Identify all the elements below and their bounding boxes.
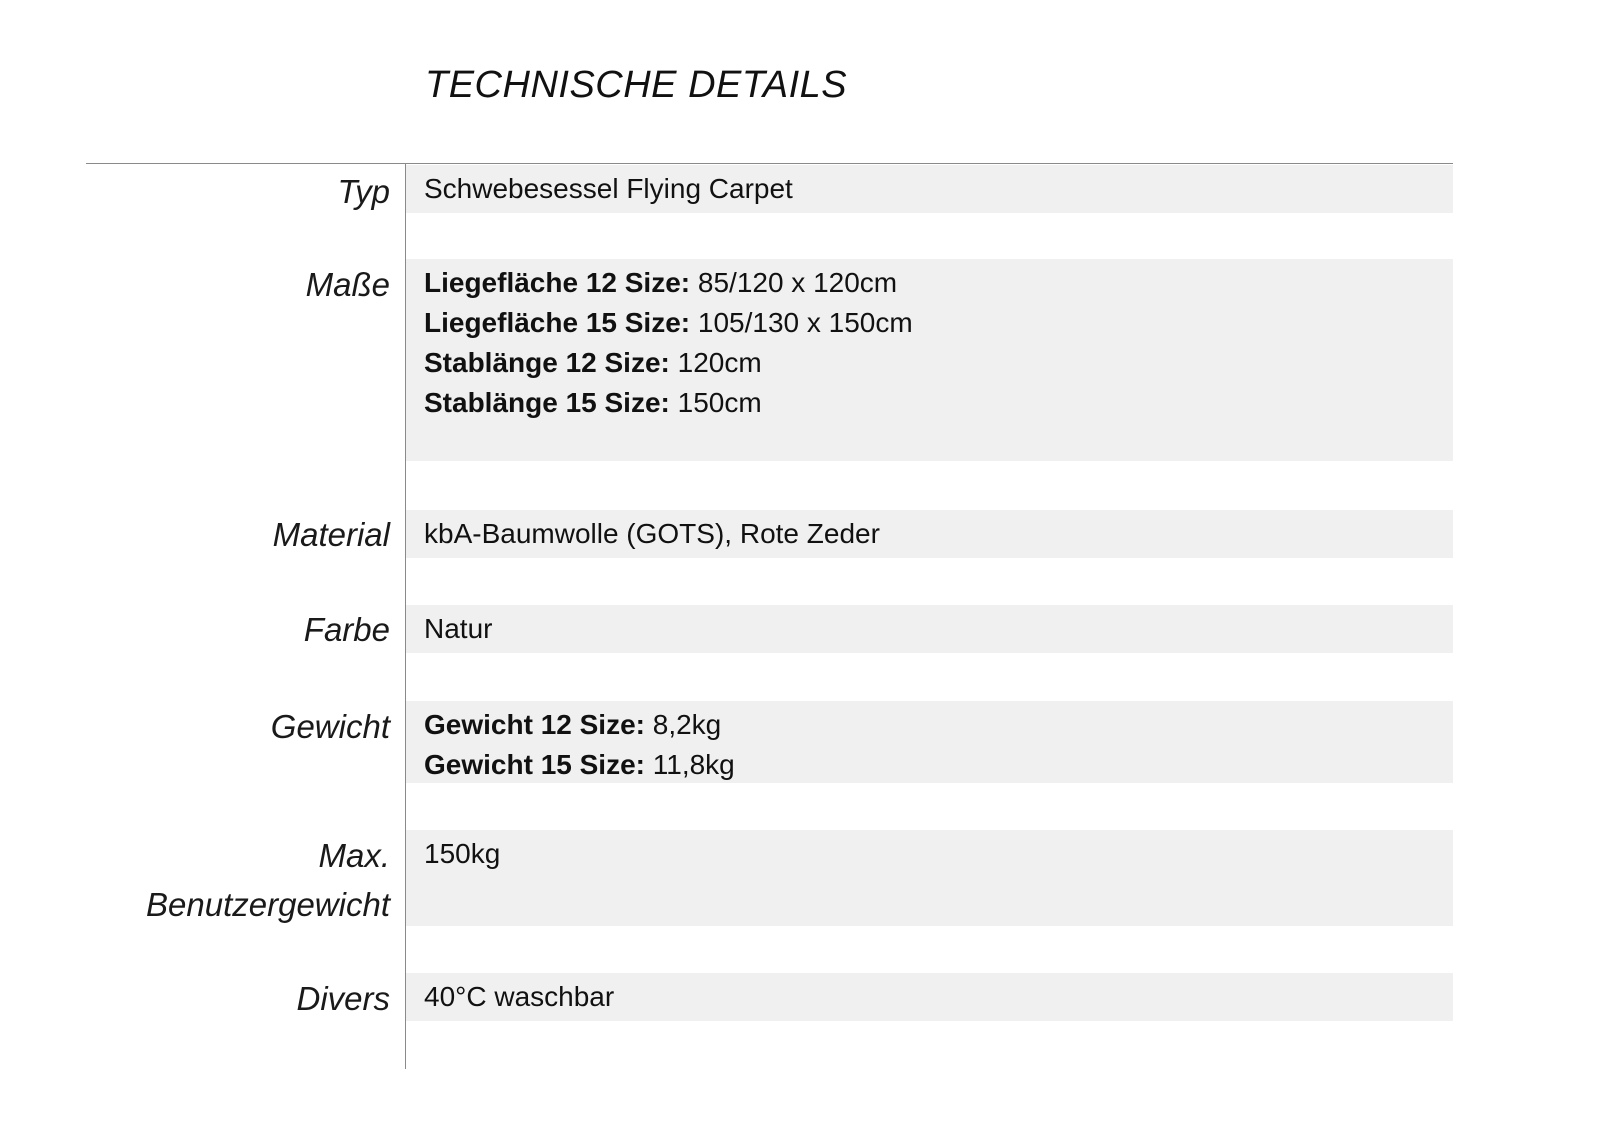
value-line xyxy=(424,834,1453,874)
value-line xyxy=(424,343,1453,383)
value-line xyxy=(424,303,1453,343)
value-line xyxy=(424,745,1453,785)
row-value-typ xyxy=(406,165,1453,213)
row-label-gewicht: Gewicht xyxy=(270,708,390,745)
value-key: Gewicht 12 Size: xyxy=(424,709,645,740)
top-rule xyxy=(86,163,1453,164)
row-label-farbe: Farbe xyxy=(303,611,390,648)
value-text: 120cm xyxy=(669,347,762,378)
value-key: Gewicht 15 Size: xyxy=(424,749,645,780)
row-value-material xyxy=(406,510,1453,558)
value-text: kbA-Baumwolle (GOTS), Rote Zeder xyxy=(424,518,880,549)
row-value-max-benutzergewicht xyxy=(406,830,1453,926)
row-label-material: Material xyxy=(272,516,390,553)
row-value-farbe xyxy=(406,605,1453,653)
value-text: Schwebesessel Flying Carpet xyxy=(424,173,793,204)
value-text: 150cm xyxy=(669,387,762,418)
row-label-line: Benutzergewicht xyxy=(146,886,390,923)
row-label-masse: Maße xyxy=(305,266,390,303)
value-key: Liegefläche 12 Size: xyxy=(424,267,691,298)
row-value-divers xyxy=(406,973,1453,1021)
value-text: 8,2kg xyxy=(644,709,722,740)
value-line xyxy=(424,383,1453,423)
page-title: TECHNISCHE DETAILS xyxy=(425,64,848,106)
row-label-max-benutzergewicht xyxy=(146,831,390,929)
value-line xyxy=(424,609,1453,649)
value-line xyxy=(424,705,1453,745)
value-key: Stablänge 15 Size: xyxy=(424,387,670,418)
value-key: Liegefläche 15 Size: xyxy=(424,307,691,338)
value-text: 150kg xyxy=(424,838,501,869)
value-line xyxy=(424,514,1453,554)
value-text: 40°C waschbar xyxy=(424,981,615,1012)
value-text: 85/120 x 120cm xyxy=(690,267,898,298)
row-label-divers: Divers xyxy=(296,980,390,1017)
row-value-gewicht xyxy=(406,701,1453,783)
value-text: 105/130 x 150cm xyxy=(690,307,913,338)
value-key: Stablänge 12 Size: xyxy=(424,347,670,378)
value-line xyxy=(424,977,1453,1017)
value-text: Natur xyxy=(424,613,493,644)
value-line xyxy=(424,169,1453,209)
row-value-masse xyxy=(406,259,1453,461)
row-label-line: Max. xyxy=(318,837,390,874)
row-label-typ: Typ xyxy=(337,173,390,210)
value-line xyxy=(424,263,1453,303)
value-text: 11,8kg xyxy=(644,749,735,780)
